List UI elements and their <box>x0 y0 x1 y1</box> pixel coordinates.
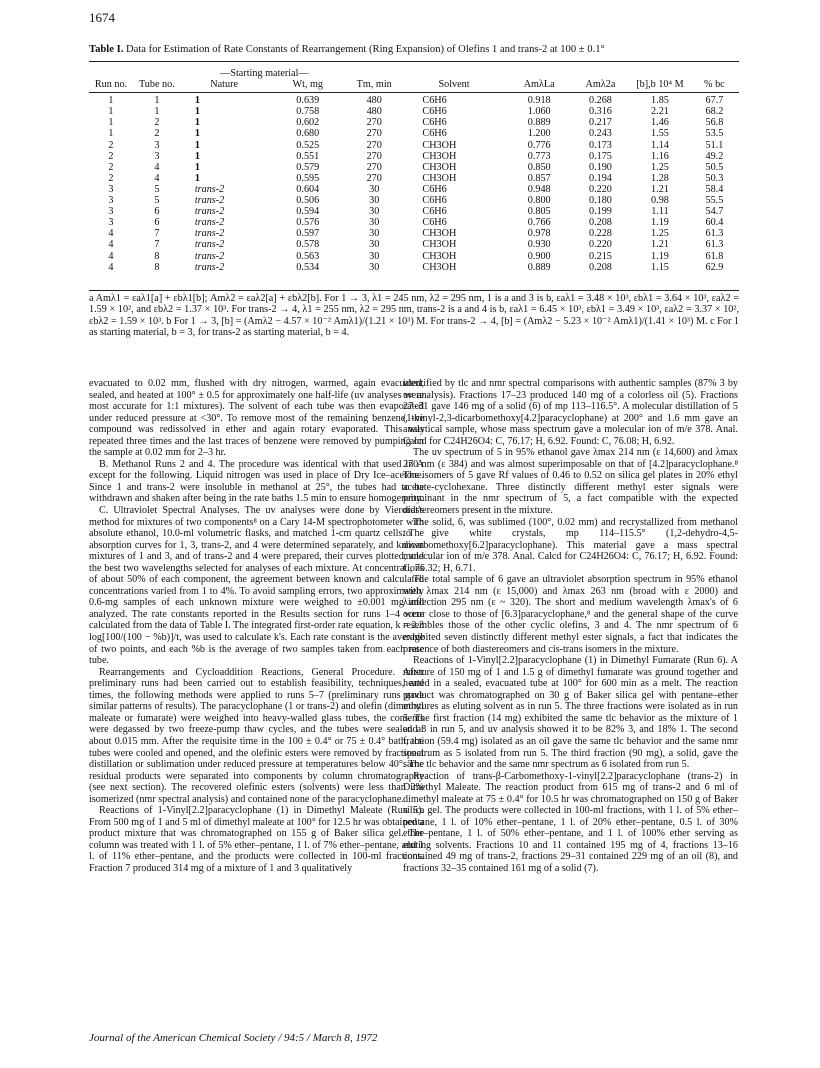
table-row <box>89 217 739 228</box>
cell-tm: 30 <box>369 228 380 240</box>
cell-b-conc: 1.25 <box>651 228 669 240</box>
cell-wt: 0.595 <box>296 172 320 184</box>
table-row <box>89 93 739 107</box>
cell-nature: 1 <box>194 106 200 118</box>
table-row <box>89 195 739 206</box>
cell-am-lambda-2: 0.194 <box>588 172 612 184</box>
header-starting-material: —Starting material— <box>220 68 309 79</box>
cell-am-lambda-1: 1.200 <box>527 128 551 140</box>
paragraph: identified by tlc and nmr spectral comparisons with authentic samples (87% 3 by uv analysis). Fractions 17–23 produced 140 mg of a colorless oil (5). Fractions 27–31 gave 146 mg of a solid (6) of mp 113–116.5°. A molecular distillation of 5 (1-vinyl-2,3-dicarbomethoxy[4.2]paracyclophane) at 200° and 1.6 mm gave an analytical sample, whose mass spectrum gave a molecular ion of m/e 378. Anal. Calcd for C24H26O4: C, 76.17; H, 6.92. Found: C, 76.08; H, 6.92. <box>403 378 738 447</box>
cell-wt: 0.525 <box>296 139 320 151</box>
cell-b-conc: 1.16 <box>651 150 669 162</box>
cell-run: 3 <box>108 183 114 195</box>
cell-tube: 2 <box>154 128 160 140</box>
cell-am-lambda-1: 0.800 <box>527 195 551 207</box>
cell-solvent: CH3OH <box>422 250 457 262</box>
cell-percent-b: 60.4 <box>705 217 724 229</box>
cell-am-lambda-2: 0.220 <box>588 183 612 195</box>
cell-nature: trans-2 <box>194 250 225 262</box>
cell-percent-b: 58.4 <box>705 183 724 195</box>
cell-wt: 0.639 <box>296 95 320 107</box>
cell-wt: 0.579 <box>296 161 320 173</box>
table-row <box>89 251 739 262</box>
cell-tube: 2 <box>154 117 160 129</box>
cell-percent-b: 67.7 <box>705 95 724 107</box>
header-tube: Tube no. <box>138 79 175 91</box>
table-row <box>89 206 739 217</box>
cell-run: 2 <box>108 139 114 151</box>
cell-am-lambda-2: 0.316 <box>588 106 612 118</box>
paragraph: The total sample of 6 gave an ultraviolet absorption spectrum in 95% ethanol with λmax 214 nm (ε 15,000) and λmax 263 nm (broad with ε 2000) and λinflection 295 nm (ε ~ 320). The short and medium wavelength λmax's of 6 occur close to those of [6.3]paracyclophane,⁸ and the general shape of the curve resembles those of the other cyclic olefins, 3 and 4. The nmr spectrum of 6 exhibited seven distinctly different methyl ester signals, a fact that indicates the presence of both diastereomers and cis-trans isomers in the mixture. <box>403 574 738 655</box>
cell-b-conc: 1.21 <box>651 183 669 195</box>
header-am-lambda-1: AmλLa <box>523 79 555 91</box>
cell-am-lambda-1: 0.930 <box>527 239 551 251</box>
table-row <box>89 228 739 239</box>
cell-nature: 1 <box>194 117 200 129</box>
table-row <box>89 184 739 195</box>
cell-am-lambda-2: 0.268 <box>588 95 612 107</box>
paragraph: Reactions of 1-Vinyl[2.2]paracyclophane (1) in Dimethyl Maleate (Run 5). From 500 mg of 1 and 5 ml of dimethyl maleate at 100° for 12.5 hr was obtained a product mixture that was chromatographed on 155 g of Baker silica gel. The column was treated with 1 l. of 5% ether–pentane, 1 l. of 7% ether–pentane, and 1 l. of 11% ether–pentane, and the products were collected in 100-ml fractions. Fraction 7 produced 314 mg of a mixture of 1 and 3 qualitatively <box>89 805 425 874</box>
cell-wt: 0.594 <box>296 206 320 218</box>
cell-am-lambda-2: 0.208 <box>588 217 612 229</box>
cell-tm: 270 <box>366 139 382 151</box>
cell-run: 2 <box>108 150 114 162</box>
cell-tm: 30 <box>369 239 380 251</box>
cell-tube: 8 <box>154 250 160 262</box>
cell-am-lambda-1: 0.918 <box>527 95 551 107</box>
table-row <box>89 106 739 117</box>
cell-percent-b: 51.1 <box>705 139 724 151</box>
cell-b-conc: 1.55 <box>651 128 669 140</box>
cell-percent-b: 62.9 <box>705 261 724 273</box>
cell-am-lambda-1: 1.060 <box>527 106 551 118</box>
cell-solvent: C6H6 <box>422 128 447 140</box>
paragraph: Reaction of trans-β-Carbomethoxy-1-vinyl[2.2]paracyclophane (trans-2) in Dimethyl Maleate. The reaction product from 615 mg of trans-2 and 6 ml of dimethyl maleate at 75 ± 0.4° for 10.5 hr was chromatographed on 150 g of Baker silica gel. The products were collected in 100-ml fractions, with 1 l. of 5% ether–pentane, 1 l. of 10% ether–pentane, 1 l. of 20% ether–pentane, 0.5 l. of 30% ether–pentane, 1 l. of 50% ether–pentane, and 1 l. of 100% ether serving as eluting solvents. Fractions 10 and 11 contained 195 mg of 4, fractions 13–16 contained 49 mg of trans-2, fractions 29–31 contained 229 mg of an oil (8), and fractions 32–35 contained 161 mg of a solid (7). <box>403 770 738 874</box>
paragraph: The uv spectrum of 5 in 95% ethanol gave λmax 214 nm (ε 14,600) and λmax 270 nm (ε 384) and was almost superimposable on that of [4.2]paracyclophane.⁸ The isomers of 5 gave Rf values of 0.46 to 0.52 on silica gel plates in 20% ethyl acetate-cyclohexane. Three distinctly different methyl ester signals were prominant in the nmr spectrum of 5, a fact compatible with the expected diastereomers present in the mixture. <box>403 447 738 517</box>
cell-am-lambda-1: 0.889 <box>527 261 551 273</box>
cell-run: 4 <box>108 228 114 240</box>
cell-solvent: CH3OH <box>422 228 457 240</box>
cell-tube: 4 <box>154 172 160 184</box>
cell-solvent: C6H6 <box>422 117 447 129</box>
cell-run: 4 <box>108 261 114 273</box>
cell-tube: 6 <box>154 217 160 229</box>
cell-wt: 0.576 <box>296 217 320 229</box>
cell-am-lambda-1: 0.889 <box>527 117 551 129</box>
cell-nature: 1 <box>194 95 200 107</box>
table-row <box>89 162 739 173</box>
paragraph: C. Ultraviolet Spectral Analyses. The uv analyses were done by Vierordt's method for mixtures of two components⁸ on a Cary 14-M spectrophotometer with absolute ethanol, 10.0-ml volumetric flasks, and matched 1-cm quartz cells. The absorption curves for 1, 3, trans-2, and 4 were determined separately, and known mixtures of 1 and 3, and of trans-2 and 4 were prepared, their curves plotted, and the best two wavelengths selected for analyses of each mixture. At concentrations of about 50% of each component, the agreement between known and calculated concentrations varied from 1 to 4%. To avoid sampling errors, two approximately 0.6-mg samples of each unknown mixture were weighed to ±0.001 mg and analyzed. The rate constants reported in the Results section for runs 1–4 were calculated from the data of Table I. The integrated first-order rate equation, k = 2.3 log[100/(100 − %b)]/t, was used to calculate k's. Each rate constant is the average of two points, and each %b is the average of two samples taken from each rate tube. <box>89 505 424 667</box>
cell-percent-b: 56.8 <box>705 117 724 129</box>
cell-wt: 0.680 <box>296 128 320 140</box>
cell-percent-b: 53.5 <box>705 128 724 140</box>
paragraph: Reactions of 1-Vinyl[2.2]paracyclophane (1) in Dimethyl Fumarate (Run 6). A mixture of 150 mg of 1 and 1.5 g of dimethyl fumarate was ground together and heated in a sealed, evacuated tube at 100° for 600 min as a melt. The reaction product was chromatographed on 30 g of Baker silica gel with pentane–ether mixtures as eluting solvent as in run 5. The three fractions were isolated as in run 5. The first fraction (14 mg) exhibited the same tlc behavior as the mixture of 1 and 3 in run 5, and uv analysis showed it to be 82% 3, and 18% 1. The second fraction (59.4 mg) isolated as an oil gave the same tlc behavior and the same nmr spectrum as 5 isolated from run 5. The third fraction (90 mg), a solid, gave the same tlc behavior and the same nmr spectrum as 6 isolated from run 5. <box>403 655 738 771</box>
cell-percent-b: 54.7 <box>705 206 724 218</box>
cell-tm: 30 <box>369 195 380 207</box>
cell-percent-b: 50.5 <box>705 161 724 173</box>
cell-wt: 0.604 <box>296 183 320 195</box>
journal-footer: Journal of the American Chemical Society / 94:5 / March 8, 1972 <box>89 1032 378 1044</box>
table-footnotes: a Amλ1 = εaλ1[a] + εbλ1[b]; Amλ2 = εaλ2[a] + εbλ2[b]. For 1 → 3, λ1 = 245 nm, λ2 = 295 nm, 1 is a and 3 is b, εaλ1 = 3.48 × 10³, εbλ1 = 3.64 × 10³, εaλ2 = 1.59 × 10², and εbλ2 = 1.37 × 10³. For trans-2 → 4, λ1 = 255 nm, λ2 = 295 nm, trans-2 is a and 4 is b, εaλ1 = 6.45 × 10³, εbλ1 = 3.49 × 10³, εaλ2 = 3.37 × 10², εbλ2 = 1.59 × 10³. b For 1 → 3, [b] = (Amλ2 − 4.57 × 10⁻² Amλ1)/(1.21 × 10³) M. For trans-2 → 4, [b] = (Amλ2 − 5.23 × 10⁻² Amλ1)/(1.41 × 10³) M. c For 1 as starting material, b = 3, for trans-2 as starting material, b = 4. <box>89 293 739 339</box>
header-nature: Nature <box>210 79 239 91</box>
cell-am-lambda-1: 0.857 <box>527 172 551 184</box>
cell-b-conc: 1.19 <box>651 250 669 262</box>
table-row <box>89 262 739 273</box>
cell-tube: 1 <box>154 95 160 107</box>
cell-tube: 1 <box>154 106 160 118</box>
cell-wt: 0.563 <box>296 250 320 262</box>
table-bottom-rule <box>89 290 739 291</box>
cell-b-conc: 1.15 <box>651 261 669 273</box>
cell-nature: trans-2 <box>194 195 225 207</box>
cell-am-lambda-1: 0.900 <box>527 250 551 262</box>
cell-tm: 270 <box>366 117 382 129</box>
cell-am-lambda-2: 0.217 <box>588 117 612 129</box>
cell-tm: 30 <box>369 261 380 273</box>
cell-am-lambda-2: 0.199 <box>588 206 612 218</box>
table-row <box>89 173 739 184</box>
cell-nature: 1 <box>194 128 200 140</box>
cell-tube: 6 <box>154 206 160 218</box>
cell-tube: 4 <box>154 161 160 173</box>
table-row <box>89 117 739 128</box>
cell-am-lambda-1: 0.773 <box>527 150 551 162</box>
cell-am-lambda-1: 0.776 <box>527 139 551 151</box>
cell-b-conc: 1.25 <box>651 161 669 173</box>
header-solvent: Solvent <box>438 79 470 91</box>
cell-nature: trans-2 <box>194 228 225 240</box>
cell-solvent: C6H6 <box>422 183 447 195</box>
cell-solvent: CH3OH <box>422 239 457 251</box>
data-table <box>89 68 739 273</box>
cell-run: 2 <box>108 172 114 184</box>
cell-solvent: CH3OH <box>422 172 457 184</box>
cell-wt: 0.534 <box>296 261 320 273</box>
header-b-conc: [b],b 10⁴ M <box>636 79 684 91</box>
cell-solvent: C6H6 <box>422 217 447 229</box>
cell-percent-b: 55.5 <box>705 195 724 207</box>
cell-tm: 30 <box>369 183 380 195</box>
table-caption-text: Data for Estimation of Rate Constants of Rearrangement (Ring Expansion) of Olefins 1 and trans-2 at 100 ± 0.1° <box>126 44 605 55</box>
table-top-rule <box>89 61 739 62</box>
cell-run: 3 <box>108 195 114 207</box>
cell-wt: 0.602 <box>296 117 320 129</box>
cell-nature: 1 <box>194 150 200 162</box>
cell-run: 3 <box>108 206 114 218</box>
cell-b-conc: 2.21 <box>651 106 669 118</box>
table-row <box>89 239 739 250</box>
cell-wt: 0.506 <box>296 195 320 207</box>
cell-b-conc: 1.14 <box>651 139 669 151</box>
paragraph: The solid, 6, was sublimed (100°, 0.02 mm) and recrystallized from methanol to give white crystals, mp 114–115.5° (1,2-dehydro-4,5-dicarbomethoxy[6.2]paracyclophane). This material gave a mass spectral molecular ion of m/e 378. Anal. Calcd for C24H26O4: C, 76.17; H, 6.92. Found: C, 76.32; H, 6.71. <box>403 516 738 574</box>
cell-solvent: C6H6 <box>422 206 447 218</box>
table-caption <box>89 44 739 55</box>
cell-tm: 270 <box>366 150 382 162</box>
cell-percent-b: 49.2 <box>705 150 724 162</box>
cell-b-conc: 1.11 <box>651 206 669 218</box>
cell-nature: trans-2 <box>194 183 225 195</box>
cell-b-conc: 1.85 <box>651 95 669 107</box>
cell-solvent: CH3OH <box>422 261 457 273</box>
cell-b-conc: 1.46 <box>651 117 669 129</box>
cell-run: 1 <box>108 95 114 107</box>
cell-solvent: CH3OH <box>422 139 457 151</box>
cell-solvent: C6H6 <box>422 106 447 118</box>
cell-am-lambda-1: 0.978 <box>527 228 551 240</box>
right-column <box>403 378 738 875</box>
cell-tube: 7 <box>154 239 160 251</box>
cell-tm: 30 <box>369 206 380 218</box>
cell-nature: trans-2 <box>194 239 225 251</box>
cell-percent-b: 61.3 <box>705 228 724 240</box>
cell-nature: 1 <box>194 161 200 173</box>
cell-am-lambda-2: 0.243 <box>588 128 612 140</box>
cell-nature: trans-2 <box>194 261 225 273</box>
cell-percent-b: 61.3 <box>705 239 724 251</box>
cell-tm: 480 <box>366 95 382 107</box>
cell-wt: 0.758 <box>296 106 320 118</box>
cell-wt: 0.578 <box>296 239 320 251</box>
header-wt: Wt, mg <box>292 79 324 91</box>
paragraph: evacuated to 0.02 mm, flushed with dry nitrogen, warmed, again evacuated, sealed, and heated at 100° ± 0.5 for approximately one half-life (uv analyses were most accurate for 1:1 mixtures). The solvent of each tube was then evaporated under reduced pressure at <30°. To remove most of the remaining benzene, the compound was redissolved in ether and again rotary evaporated. This was repeated three times and the last traces of benzene were removed by pumping on the sample at 0.02 mm for 2–3 hr. <box>89 378 424 459</box>
cell-run: 1 <box>108 117 114 129</box>
cell-tm: 270 <box>366 128 382 140</box>
cell-nature: 1 <box>194 172 200 184</box>
cell-tm: 270 <box>366 172 382 184</box>
cell-percent-b: 50.3 <box>705 172 724 184</box>
cell-wt: 0.551 <box>296 150 320 162</box>
cell-am-lambda-2: 0.190 <box>588 161 612 173</box>
cell-tm: 30 <box>369 250 380 262</box>
cell-percent-b: 68.2 <box>705 106 724 118</box>
cell-tm: 270 <box>366 161 382 173</box>
table-header <box>89 68 739 93</box>
cell-solvent: CH3OH <box>422 161 457 173</box>
cell-run: 4 <box>108 239 114 251</box>
cell-am-lambda-2: 0.215 <box>588 250 612 262</box>
cell-am-lambda-2: 0.220 <box>588 239 612 251</box>
cell-b-conc: 0.98 <box>651 195 669 207</box>
cell-am-lambda-1: 0.805 <box>527 206 551 218</box>
cell-tube: 3 <box>154 139 160 151</box>
cell-percent-b: 61.8 <box>705 250 724 262</box>
cell-tube: 8 <box>154 261 160 273</box>
cell-run: 3 <box>108 217 114 229</box>
cell-nature: trans-2 <box>194 217 225 229</box>
cell-am-lambda-2: 0.228 <box>588 228 612 240</box>
cell-wt: 0.597 <box>296 228 320 240</box>
cell-b-conc: 1.21 <box>651 239 669 251</box>
table-caption-label: Table I. <box>89 44 124 55</box>
cell-nature: trans-2 <box>194 206 225 218</box>
cell-solvent: CH3OH <box>422 150 457 162</box>
cell-tm: 30 <box>369 217 380 229</box>
cell-am-lambda-2: 0.180 <box>588 195 612 207</box>
cell-tube: 7 <box>154 228 160 240</box>
cell-b-conc: 1.19 <box>651 217 669 229</box>
cell-solvent: C6H6 <box>422 195 447 207</box>
cell-run: 1 <box>108 106 114 118</box>
header-run: Run no. <box>94 79 128 91</box>
cell-tube: 5 <box>154 183 160 195</box>
cell-am-lambda-2: 0.175 <box>588 150 612 162</box>
cell-run: 4 <box>108 250 114 262</box>
cell-run: 2 <box>108 161 114 173</box>
cell-tm: 480 <box>366 106 382 118</box>
table-row <box>89 151 739 162</box>
table-body <box>89 93 739 273</box>
cell-solvent: C6H6 <box>422 95 447 107</box>
header-am-lambda-2: Amλ2a <box>585 79 616 91</box>
cell-am-lambda-1: 0.948 <box>527 183 551 195</box>
cell-tube: 3 <box>154 150 160 162</box>
cell-am-lambda-1: 0.766 <box>527 217 551 229</box>
table-row <box>89 140 739 151</box>
left-column <box>89 378 424 875</box>
header-tm: Tm, min <box>356 79 392 91</box>
cell-am-lambda-2: 0.208 <box>588 261 612 273</box>
paragraph: B. Methanol Runs 2 and 4. The procedure was identical with that used in A except for the following. Liquid nitrogen was used in place of Dry Ice–acetone. Since 1 and trans-2 were insoluble in methanol at 25°, the tubes had to be withdrawn and shaken after being in the rate baths 1.5 min to ensure homogeneity. <box>89 458 424 505</box>
cell-am-lambda-1: 0.850 <box>527 161 551 173</box>
table-row <box>89 128 739 139</box>
cell-nature: 1 <box>194 139 200 151</box>
cell-run: 1 <box>108 128 114 140</box>
header-percent-b: % bc <box>704 79 725 91</box>
page-number: 1674 <box>89 10 115 25</box>
cell-tube: 5 <box>154 195 160 207</box>
cell-b-conc: 1.28 <box>651 172 669 184</box>
cell-am-lambda-2: 0.173 <box>588 139 612 151</box>
paragraph: Rearrangements and Cycloaddition Reactions, General Procedure. After preliminary runs had been carried out to establish feasibility, techniques, and times, the following methods were applied to runs 5–7 (preliminary runs gave similar patterns of results). The paracyclophane (1 or trans-2) and olefin (dimethyl maleate or fumarate) were weighed into heavy-walled glass tubes, the contents were degassed by two freeze-pump thaw cycles, and the tubes were sealed at about 0.015 mm. After the requisite time in the 100 ± 0.4° or 75 ± 0.4° bath, the tubes were cooled and opened, and the olefinic esters were removed by fractional distillation or sublimation under reduced pressure at temperatures below 40°. The residual products were separated into components by column chromatography (see next section). The recovered olefinic esters (solvents) were less than 2% isomerized (nmr spectral analysis) and contained none of the paracyclophane. <box>89 666 424 805</box>
